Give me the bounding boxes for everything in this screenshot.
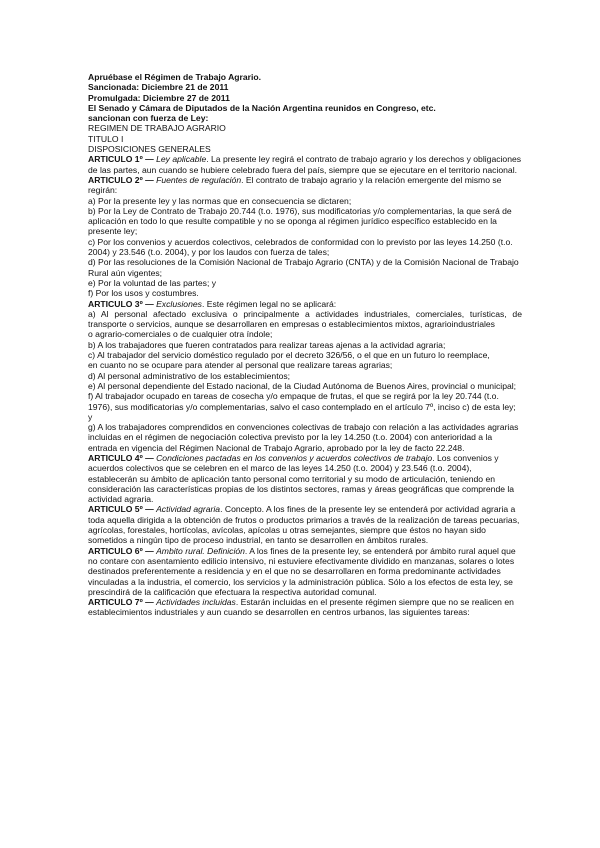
regime-heading: REGIMEN DE TRABAJO AGRARIO <box>88 123 226 134</box>
article-heading: Condiciones pactadas en los convenios y acuerdos colectivos de trabajo <box>156 452 433 463</box>
clause-c: c) Al trabajador del servicio doméstico regulado por el decreto 326/56, o el que en un futuro lo reemplace, <box>88 350 490 361</box>
clause-a: a) Al personal afectado exclusiva o principalmente a actividades industriales, comerciales, turísticas, de transporte o servicios, aunque se desarrollaren en empresas o establecimientos mixtos, agrarioindustriales <box>88 308 522 330</box>
article-heading: Ambito rural. Definición <box>156 545 245 556</box>
article-label: ARTICULO 5º — <box>88 504 154 515</box>
article-label: ARTICULO 3º — <box>88 298 154 309</box>
clause-b: b) Por la Ley de Contrato de Trabajo 20.744 (t.o. 1976), sus modificatorias y/o complementarias, la que será de aplicación en todo lo que resulte compatible y no se oponga al régimen jurídico específico establecido en la presente ley; <box>88 205 512 237</box>
article-label: ARTICULO 6º — <box>88 545 154 556</box>
title-number: TITULO I <box>88 133 124 144</box>
article-7 <box>88 597 522 618</box>
title-name: DISPOSICIONES GENERALES <box>88 144 211 155</box>
article-heading: Actividades incluidas <box>156 597 236 608</box>
enactment-clause: El Senado y Cámara de Diputados de la Nación Argentina reunidos en Congreso, etc. <box>88 102 436 113</box>
enactment-clause-cont: sancionan con fuerza de Ley: <box>88 113 209 124</box>
article-text: . Los convenios y acuerdos colectivos que se celebren en el marco de las leyes 14.250 (t.o. 2004) y 23.546 (t.o. 2004), establecerán su ámbito de aplicación tanto personal como territorial y su modo de articulación, teniendo en consideración las características propias de los distintos sectores, ramas y áreas geográficas que comprende la actividad agraria. <box>88 452 515 505</box>
clause-e: e) Por la voluntad de las partes; y <box>88 277 217 288</box>
article-4 <box>88 453 522 504</box>
article-text: . Concepto. A los fines de la presente ley se entenderá por actividad agraria a toda aquella dirigida a la obtención de frutos o productos primarios a través de la realización de tareas pecuarias, agrícolas, forestales, hortícolas, avícolas, apícolas u otras semejantes, siempre que éstos no hayan sido sometidos a ningún tipo de proceso industrial, en tanto se desarrollen en ámbitos rurales. <box>88 504 520 546</box>
clause-f: f) Al trabajador ocupado en tareas de cosecha y/o empaque de frutas, el que se regirá por la ley 20.744 (t.o. 1976), sus modificatorias y/o complementarias, salvo el caso contemplado en el artículo 7º, inciso c) de esta ley; y <box>88 391 516 422</box>
article-label: ARTICULO 4º — <box>88 452 154 463</box>
article-label: ARTICULO 7º — <box>88 597 154 608</box>
article-heading: Actividad agraria <box>156 504 221 515</box>
clause-g: g) A los trabajadores comprendidos en convenciones colectivas de trabajo con relación a las actividades agrarias incluidas en el régimen de negociación colectiva previsto por la ley 14.250 (t.o. 2004) con anterioridad a la entrada en vigencia del Régimen Nacional de Trabajo Agrario, aprobado por la ley de facto 22.248. <box>88 422 519 453</box>
article-heading: Ley aplicable <box>156 154 207 165</box>
promulgation-date: Promulgada: Diciembre 27 de 2011 <box>88 92 230 103</box>
article-text: . A los fines de la presente ley, se entenderá por ámbito rural aquel que no contare con asentamiento edilicio intensivo, ni estuviere efectivamente dividido en manzanas, solares o lotes destinados preferentemente a residencia y en el que no se desarrollaren en forma predominante actividades vinculadas a la industria, el comercio, los servicios y la administración pública. Sólo a los efectos de esta ley, se prescindirá de la calificación que efectuara la respectiva autoridad comunal. <box>88 545 516 597</box>
clause-b: b) A los trabajadores que fueren contratados para realizar tareas ajenas a la actividad agraria; <box>88 339 446 350</box>
clause-d: d) Al personal administrativo de los establecimientos; <box>88 370 291 381</box>
clause-e: e) Al personal dependiente del Estado nacional, de la Ciudad Autónoma de Buenos Aires, provincial o municipal; <box>88 380 517 391</box>
article-heading: Fuentes de regulación <box>156 174 242 185</box>
article-intro: . El contrato de trabajo agrario y la relación emergente del mismo se regirán: <box>88 174 502 196</box>
article-label: ARTICULO 1º — <box>88 154 154 165</box>
clause-d: d) Por las resoluciones de la Comisión Nacional de Trabajo Agrario (CNTA) y de la Comisión Nacional de Trabajo Rural aún vigentes; <box>88 257 519 278</box>
document-header <box>88 72 522 123</box>
clause-c-cont: en cuanto no se ocupare para atender al personal que realizare tareas agrarias; <box>88 360 393 371</box>
article-2 <box>88 175 522 299</box>
clause-f: f) Por los usos y costumbres. <box>88 288 199 299</box>
clause-c: c) Por los convenios y acuerdos colectivos, celebrados de conformidad con lo previsto por las leyes 14.250 (t.o. 2004) y 23.546 (t.o. 2004), y por los laudos con fuerza de tales; <box>88 236 513 258</box>
clause-a-cont: o agrario-comerciales o de cualquier otra índole; <box>88 329 273 340</box>
title-block <box>88 123 522 154</box>
article-text: . La presente ley regirá el contrato de trabajo agrario y los derechos y obligaciones de las partes, aun cuando se hubiere celebrado fuera del país, siempre que se ejecutare en el territorio nacional. <box>88 154 522 175</box>
article-1 <box>88 154 522 175</box>
article-text: . Estarán incluidas en el presente régimen siempre que no se realicen en establecimientos industriales y aun cuando se desarrollen en centros urbanos, las siguientes tareas: <box>88 597 514 618</box>
article-heading: Exclusiones <box>156 298 202 309</box>
clause-a: a) Por la presente ley y las normas que en consecuencia se dictaren; <box>88 195 352 206</box>
article-6 <box>88 546 522 597</box>
law-title: Apruébase el Régimen de Trabajo Agrario. <box>88 72 262 82</box>
article-label: ARTICULO 2º — <box>88 174 154 185</box>
article-intro: . Este régimen legal no se aplicará: <box>201 298 337 309</box>
article-5 <box>88 504 522 545</box>
article-3 <box>88 299 522 453</box>
sanction-date: Sancionada: Diciembre 21 de 2011 <box>88 82 229 93</box>
